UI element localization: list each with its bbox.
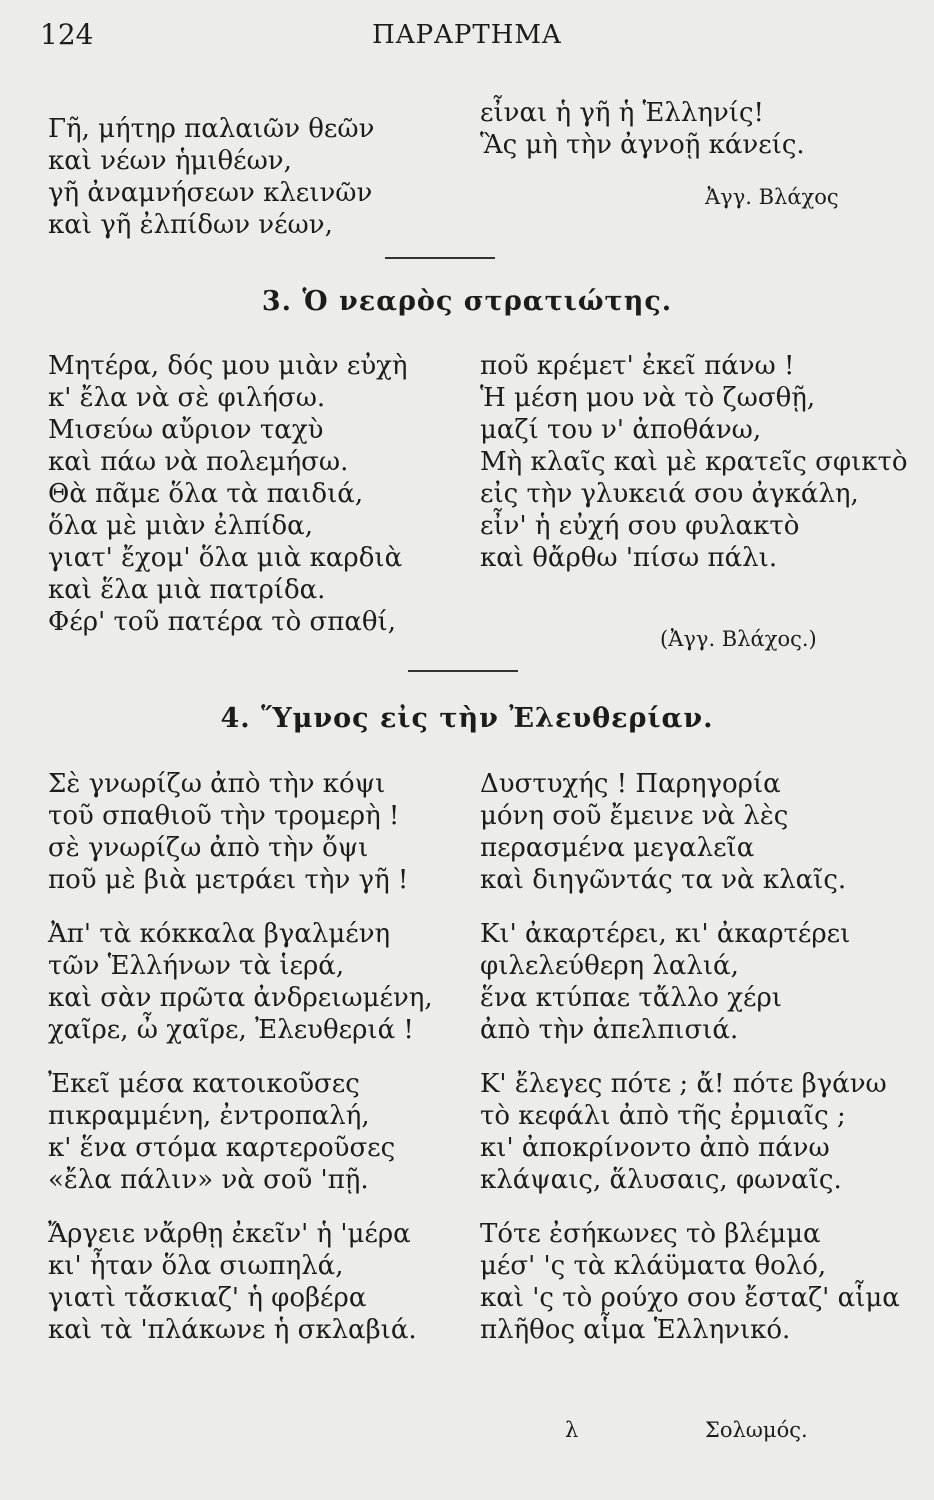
- verse-line: τοῦ σπαθιοῦ τὴν τρομερὴ !: [48, 801, 400, 831]
- verse-line: κλάψαις, ἅλυσαις, φωναῖς.: [480, 1165, 842, 1195]
- verse-line: ἕνα κτύπαε τἄλλο χέρι: [480, 983, 782, 1013]
- page-number: 124: [40, 18, 94, 51]
- verse-line: Μητέρα, δός μου μιὰν εὐχὴ: [48, 351, 408, 381]
- verse-line: Μισεύω αὔριον ταχὺ: [48, 415, 324, 445]
- verse-line: γιατὶ τἄσκιαζ' ἡ φοβέρα: [48, 1283, 367, 1313]
- verse-line: μέσ' 'ς τὰ κλάϋματα θολό,: [480, 1251, 827, 1281]
- poem4-title: 4. Ὕμνος εἰς τὴν Ἐλευθερίαν.: [220, 703, 714, 734]
- verse-line: Ἡ μέση μου νὰ τὸ ζωσθῇ,: [480, 383, 816, 413]
- verse-line: φιλελεύθερη λαλιά,: [480, 951, 739, 981]
- poem4-left-column: [48, 768, 433, 1346]
- poem4-signature-mark: λ: [565, 1418, 579, 1442]
- verse-line: ὅλα μὲ μιὰν ἐλπίδα,: [48, 511, 313, 541]
- verse-line: καὶ νέων ἡμιθέων,: [48, 146, 292, 176]
- verse-line: καὶ θἄρθω 'πίσω πάλι.: [480, 543, 778, 573]
- verse-line: κ' ἕνα στόμα καρτεροῦσες: [48, 1133, 396, 1163]
- verse-line: κ' ἔλα νὰ σὲ φιλήσω.: [48, 383, 326, 413]
- intro-right-column: [480, 97, 805, 161]
- verse-line: Ἐκεῖ μέσα κατοικοῦσες: [48, 1069, 360, 1099]
- poem3-title: 3. Ὁ νεαρὸς στρατιώτης.: [261, 286, 673, 317]
- verse-line: «ἔλα πάλιν» νὰ σοῦ 'πῇ.: [48, 1165, 369, 1195]
- running-title: ΠΑΡΑΡΤΗΜΑ: [372, 20, 562, 50]
- verse-line: χαῖρε, ὦ χαῖρε, Ἐλευθεριά !: [48, 1015, 414, 1045]
- poem4-right-column: [480, 768, 900, 1346]
- verse-line: καὶ πάω νὰ πολεμήσω.: [48, 447, 349, 477]
- verse-line: περασμένα μεγαλεῖα: [480, 833, 755, 863]
- verse-line: ποῦ μὲ βιὰ μετράει τὴν γῆ !: [48, 865, 409, 895]
- verse-line: πικραμμένη, ἐντροπαλή,: [48, 1101, 370, 1131]
- verse-line: Κ' ἔλεγες πότε ; ἄ! πότε βγάνω: [480, 1069, 887, 1099]
- verse-line: κι' ἀποκρίνοντο ἀπὸ πάνω: [480, 1133, 830, 1163]
- verse-line: καὶ τὰ 'πλάκωνε ἡ σκλαβιά.: [48, 1315, 417, 1345]
- verse-line: εἶναι ἡ γῆ ἡ Ἑλληνίς!: [480, 98, 764, 128]
- verse-line: Δυστυχής ! Παρηγορία: [480, 769, 781, 799]
- intro-left-column: [48, 113, 374, 241]
- poem4-signature: Σολωμός.: [705, 1418, 808, 1442]
- verse-line: σὲ γνωρίζω ἀπὸ τὴν ὄψι: [48, 833, 369, 863]
- verse-line: καὶ 'ς τὸ ρούχο σου ἔσταζ' αἷμα: [480, 1283, 900, 1313]
- verse-line: εἶν' ἡ εὐχή σου φυλακτὸ: [480, 511, 800, 541]
- verse-line: Κι' ἀκαρτέρει, κι' ἀκαρτέρει: [480, 919, 851, 949]
- verse-line: ἀπὸ τὴν ἀπελπισιά.: [480, 1015, 739, 1045]
- verse-line: Θὰ πᾶμε ὅλα τὰ παιδιά,: [48, 479, 364, 509]
- verse-line: τῶν Ἑλλήνων τὰ ἱερά,: [48, 951, 345, 981]
- verse-line: Σὲ γνωρίζω ἀπὸ τὴν κόψι: [48, 769, 386, 799]
- poem3-right-column: [480, 350, 908, 574]
- intro-signature: Ἀγγ. Βλάχος: [705, 185, 839, 209]
- verse-line: Γῆ, μήτηρ παλαιῶν θεῶν: [48, 114, 375, 144]
- poem3-left-column: [48, 350, 408, 638]
- verse-line: Τότε ἐσήκωνες τὸ βλέμμα: [480, 1219, 821, 1249]
- verse-line: τὸ κεφάλι ἀπὸ τῆς ἐρμιαῖς ;: [480, 1101, 846, 1131]
- verse-line: καὶ σὰν πρῶτα ἀνδρειωμένη,: [48, 983, 433, 1013]
- verse-line: μαζί του ν' ἀποθάνω,: [480, 415, 762, 445]
- verse-line: εἰς τὴν γλυκειά σου ἀγκάλη,: [480, 479, 859, 509]
- verse-line: Μὴ κλαῖς καὶ μὲ κρατεῖς σφικτὸ: [480, 447, 908, 477]
- verse-line: πλῆθος αἷμα Ἑλληνικό.: [480, 1315, 791, 1345]
- verse-line: Ἃς μὴ τὴν ἀγνοῇ κάνείς.: [480, 130, 805, 160]
- verse-line: καὶ γῆ ἐλπίδων νέων,: [48, 210, 333, 240]
- verse-line: Ἀπ' τὰ κόκκαλα βγαλμένη: [48, 919, 391, 949]
- verse-line: μόνη σοῦ ἔμεινε νὰ λὲς: [480, 801, 789, 831]
- verse-line: γιατ' ἔχομ' ὅλα μιὰ καρδιὰ: [48, 543, 403, 573]
- verse-line: Ἄργειε νἄρθῃ ἐκεῖν' ἡ 'μέρα: [48, 1219, 411, 1249]
- verse-line: Φέρ' τοῦ πατέρα τὸ σπαθί,: [48, 607, 397, 637]
- verse-line: καὶ διηγῶντάς τα νὰ κλαῖς.: [480, 865, 847, 895]
- section-divider: [385, 257, 495, 259]
- verse-line: γῆ ἀναμνήσεων κλεινῶν: [48, 178, 373, 208]
- section-divider: [408, 670, 518, 672]
- verse-line: καὶ ἕλα μιὰ πατρίδα.: [48, 575, 326, 605]
- verse-line: ποῦ κρέμετ' ἐκεῖ πάνω !: [480, 351, 795, 381]
- verse-line: κι' ἦταν ὅλα σιωπηλά,: [48, 1251, 344, 1281]
- poem3-signature: (Ἀγγ. Βλάχος.): [660, 627, 817, 651]
- page-header: [0, 18, 934, 58]
